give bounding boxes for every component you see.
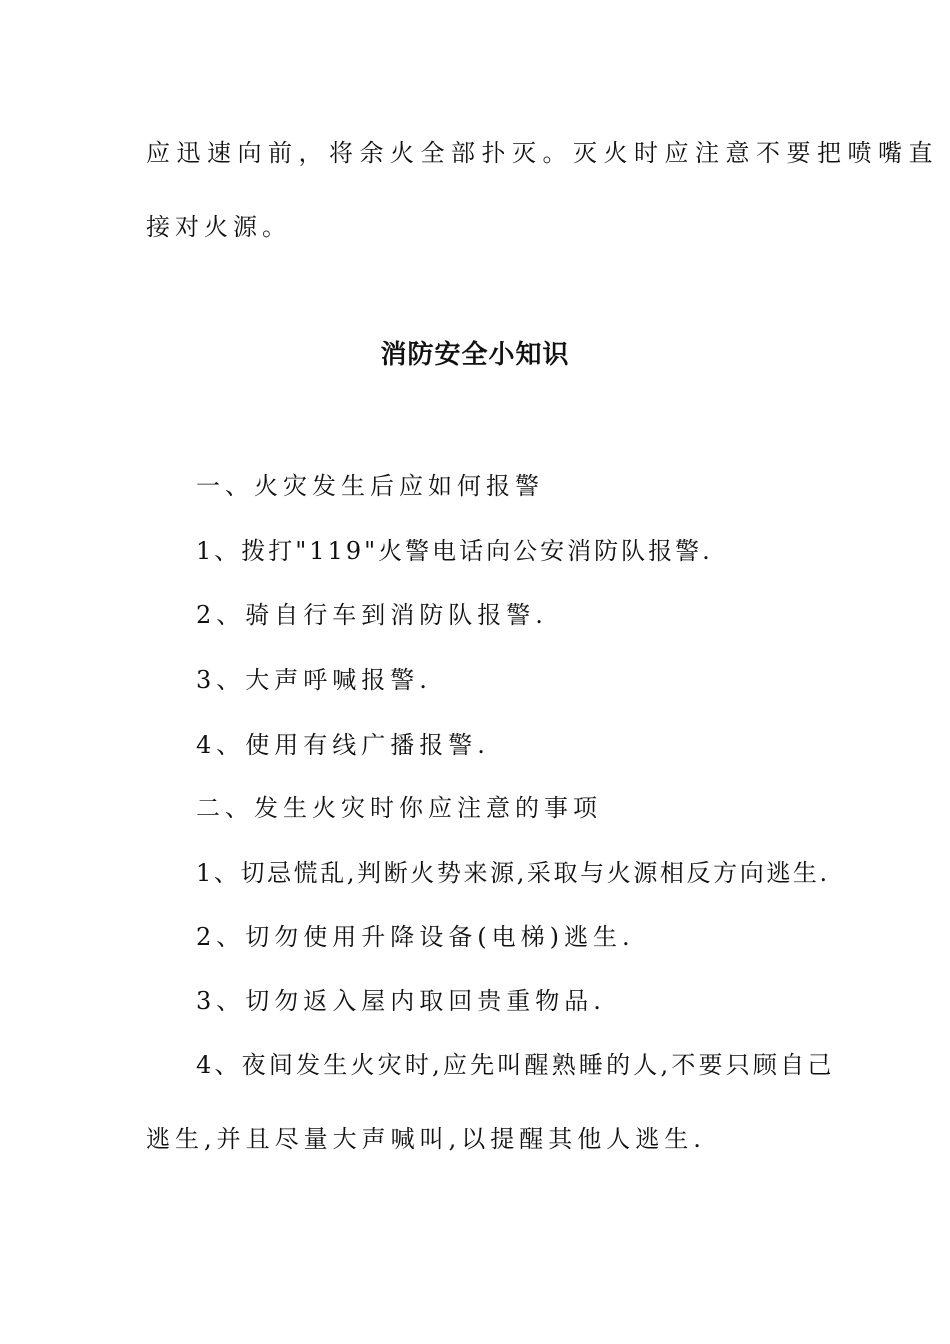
section-2-item-4: 4、夜间发生火灾时,应先叫醒熟睡的人,不要只顾自己: [196, 1051, 835, 1079]
section-2-heading: 二、发生火灾时你应注意的事项: [196, 794, 602, 822]
intro-line-1: 应迅速向前，将余火全部扑灭。灭火时应注意不要把喷嘴直: [146, 139, 939, 167]
section-2-item-1: 1、切忌慌乱,判断火势来源,采取与火源相反方向逃生.: [196, 859, 830, 887]
section-2-item-3: 3、切勿返入屋内取回贵重物品.: [196, 987, 606, 1015]
section-2-item-4-continuation: 逃生,并且尽量大声喊叫,以提醒其他人逃生.: [146, 1125, 706, 1153]
section-1-heading: 一、火灾发生后应如何报警: [196, 472, 544, 500]
section-1-item-2: 2、骑自行车到消防队报警.: [196, 601, 548, 629]
section-2-item-2: 2、切勿使用升降设备(电梯)逃生.: [196, 923, 635, 951]
intro-line-2: 接对火源。: [146, 213, 291, 241]
section-1-item-3: 3、大声呼喊报警.: [196, 666, 432, 694]
section-1-item-1: 1、拨打"119"火警电话向公安消防队报警.: [196, 537, 713, 565]
page-title: 消防安全小知识: [380, 340, 570, 370]
section-1-item-4: 4、使用有线广播报警.: [196, 731, 490, 759]
